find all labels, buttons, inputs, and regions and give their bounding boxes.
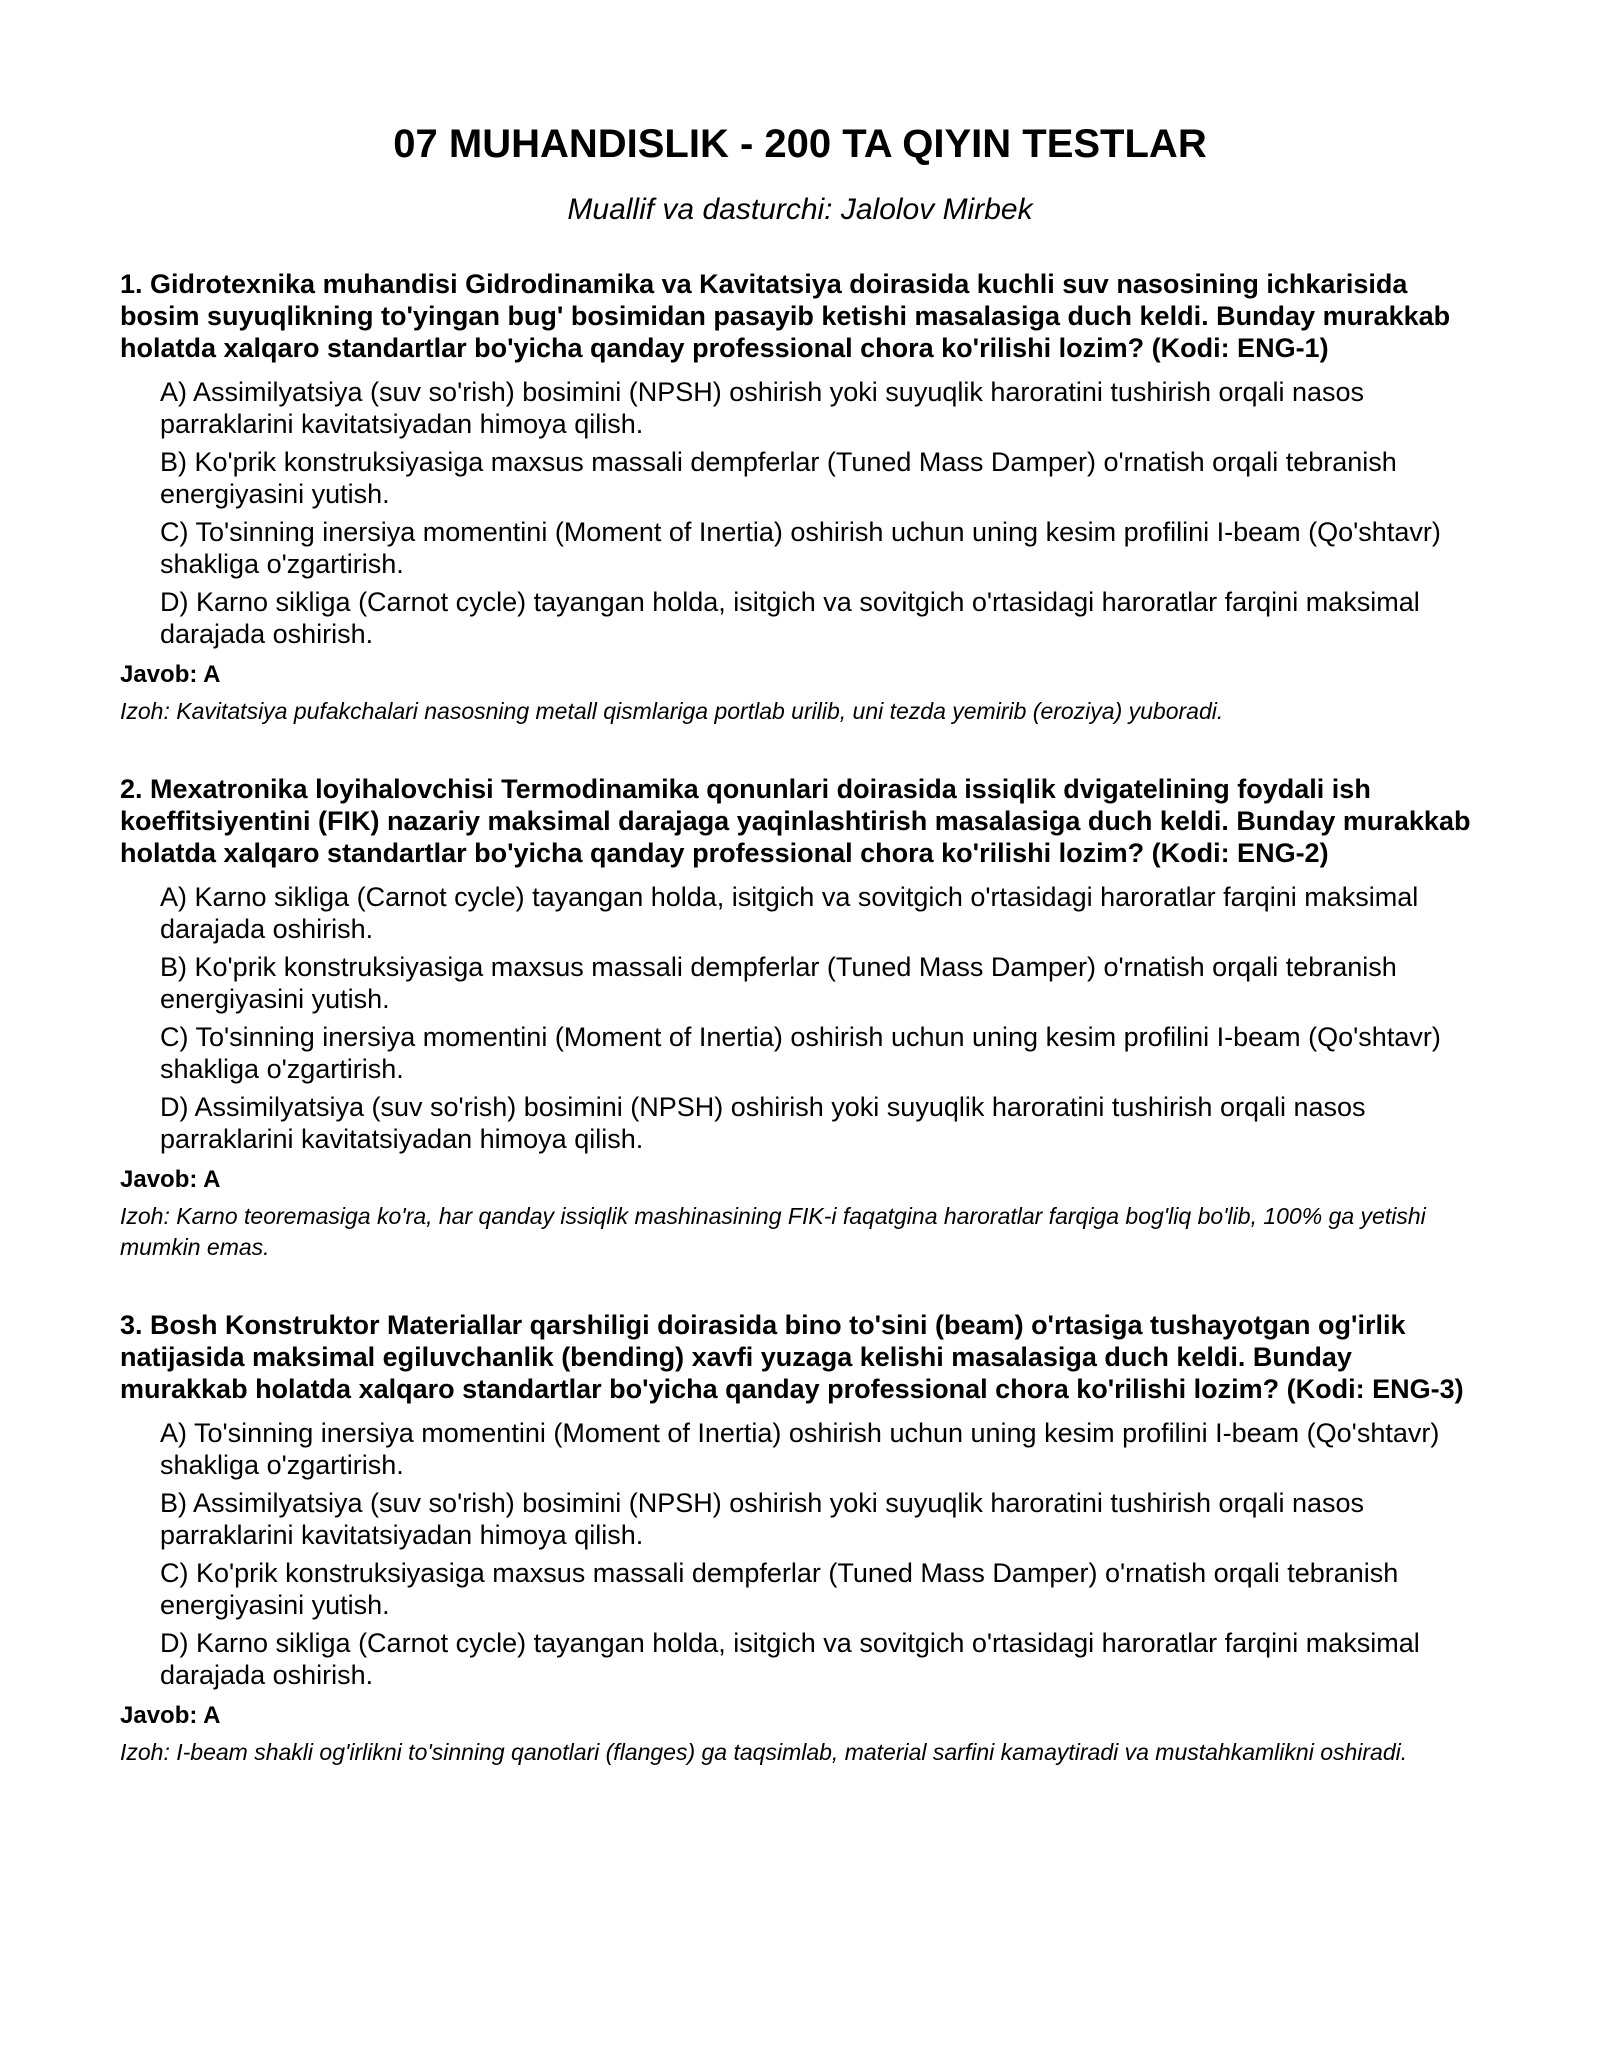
option-d: D) Assimilyatsiya (suv so'rish) bosimini (NPSH) oshirish yoki suyuqlik haroratini tushirish orqali nasos parraklarini kavitatsiyadan himoya qilish. xyxy=(160,1092,1366,1154)
explanation-note: Izoh: I-beam shakli og'irlikni to'sinning qanotlari (flanges) ga taqsimlab, material sarfini kamaytiradi va mustahkamlikni oshiradi. xyxy=(120,1739,1408,1765)
question-text: 3. Bosh Konstruktor Materiallar qarshiligi doirasida bino to'sini (beam) o'rtasiga tushayotgan og'irlik natijasida maksimal egiluvchanlik (bending) xavfi yuzaga kelishi masalasiga duch keldi. Bunday murakkab holatda xalqaro standartlar bo'yicha qanday professional chora ko'rilishi lozim? (Kodi: ENG-3) xyxy=(120,1310,1464,1404)
explanation-note: Izoh: Karno teoremasiga ko'ra, har qanday issiqlik mashinasining FIK-i faqatgina haroratlar farqiga bog'liq bo'lib, 100% ga yetishi mumkin emas. xyxy=(120,1203,1426,1260)
question-text: 2. Mexatronika loyihalovchisi Termodinamika qonunlari doirasida issiqlik dvigatelining foydali ish koeffitsiyentini (FIK) nazariy maksimal darajaga yaqinlashtirish masalasiga duch keldi. Bunday murakkab holatda xalqaro standartlar bo'yicha qanday professional chora ko'rilishi lozim? (Kodi: ENG-2) xyxy=(120,774,1471,868)
question-1 xyxy=(120,268,1480,727)
option-b: B) Ko'prik konstruksiyasiga maxsus massali dempferlar (Tuned Mass Damper) o'rnatish orqali tebranish energiyasini yutish. xyxy=(160,952,1397,1014)
question-2 xyxy=(120,773,1480,1263)
answer: Javob: A xyxy=(120,661,221,688)
option-d: D) Karno sikliga (Carnot cycle) tayangan holda, isitgich va sovitgich o'rtasidagi haroratlar farqini maksimal darajada oshirish. xyxy=(160,587,1420,649)
option-a: A) Karno sikliga (Carnot cycle) tayangan holda, isitgich va sovitgich o'rtasidagi haroratlar farqini maksimal darajada oshirish. xyxy=(160,882,1419,944)
option-c: C) Ko'prik konstruksiyasiga maxsus massali dempferlar (Tuned Mass Damper) o'rnatish orqali tebranish energiyasini yutish. xyxy=(160,1558,1399,1620)
document-subtitle: Muallif va dasturchi: Jalolov Mirbek xyxy=(567,193,1033,226)
explanation-note: Izoh: Kavitatsiya pufakchalari nasosning metall qismlariga portlab urilib, uni tezda yemirib (eroziya) yuboradi. xyxy=(120,698,1224,724)
option-b: B) Assimilyatsiya (suv so'rish) bosimini (NPSH) oshirish yoki suyuqlik haroratini tushirish orqali nasos parraklarini kavitatsiyadan himoya qilish. xyxy=(160,1488,1365,1550)
option-a: A) To'sinning inersiya momentini (Moment of Inertia) oshirish uchun uning kesim profilini I-beam (Qo'shtavr) shakliga o'zgartirish. xyxy=(160,1418,1440,1480)
option-b: B) Ko'prik konstruksiyasiga maxsus massali dempferlar (Tuned Mass Damper) o'rnatish orqali tebranish energiyasini yutish. xyxy=(160,447,1397,509)
option-c: C) To'sinning inersiya momentini (Moment of Inertia) oshirish uchun uning kesim profilini I-beam (Qo'shtavr) shakliga o'zgartirish. xyxy=(160,517,1441,579)
options-list xyxy=(120,881,1480,1155)
option-a: A) Assimilyatsiya (suv so'rish) bosimini (NPSH) oshirish yoki suyuqlik haroratini tushirish orqali nasos parraklarini kavitatsiyadan himoya qilish. xyxy=(160,377,1365,439)
document-title: 07 MUHANDISLIK - 200 TA QIYIN TESTLAR xyxy=(393,122,1207,166)
option-d: D) Karno sikliga (Carnot cycle) tayangan holda, isitgich va sovitgich o'rtasidagi haroratlar farqini maksimal darajada oshirish. xyxy=(160,1628,1420,1690)
question-3 xyxy=(120,1309,1480,1768)
question-text: 1. Gidrotexnika muhandisi Gidrodinamika va Kavitatsiya doirasida kuchli suv nasosining ichkarisida bosim suyuqlikning to'yingan bug' bosimidan pasayib ketishi masalasiga duch keldi. Bunday murakkab holatda xalqaro standartlar bo'yicha qanday professional chora ko'rilishi lozim? (Kodi: ENG-1) xyxy=(120,269,1451,363)
options-list xyxy=(120,376,1480,650)
answer: Javob: A xyxy=(120,1702,221,1729)
option-c: C) To'sinning inersiya momentini (Moment of Inertia) oshirish uchun uning kesim profilini I-beam (Qo'shtavr) shakliga o'zgartirish. xyxy=(160,1022,1441,1084)
answer: Javob: A xyxy=(120,1166,221,1193)
options-list xyxy=(120,1417,1480,1691)
